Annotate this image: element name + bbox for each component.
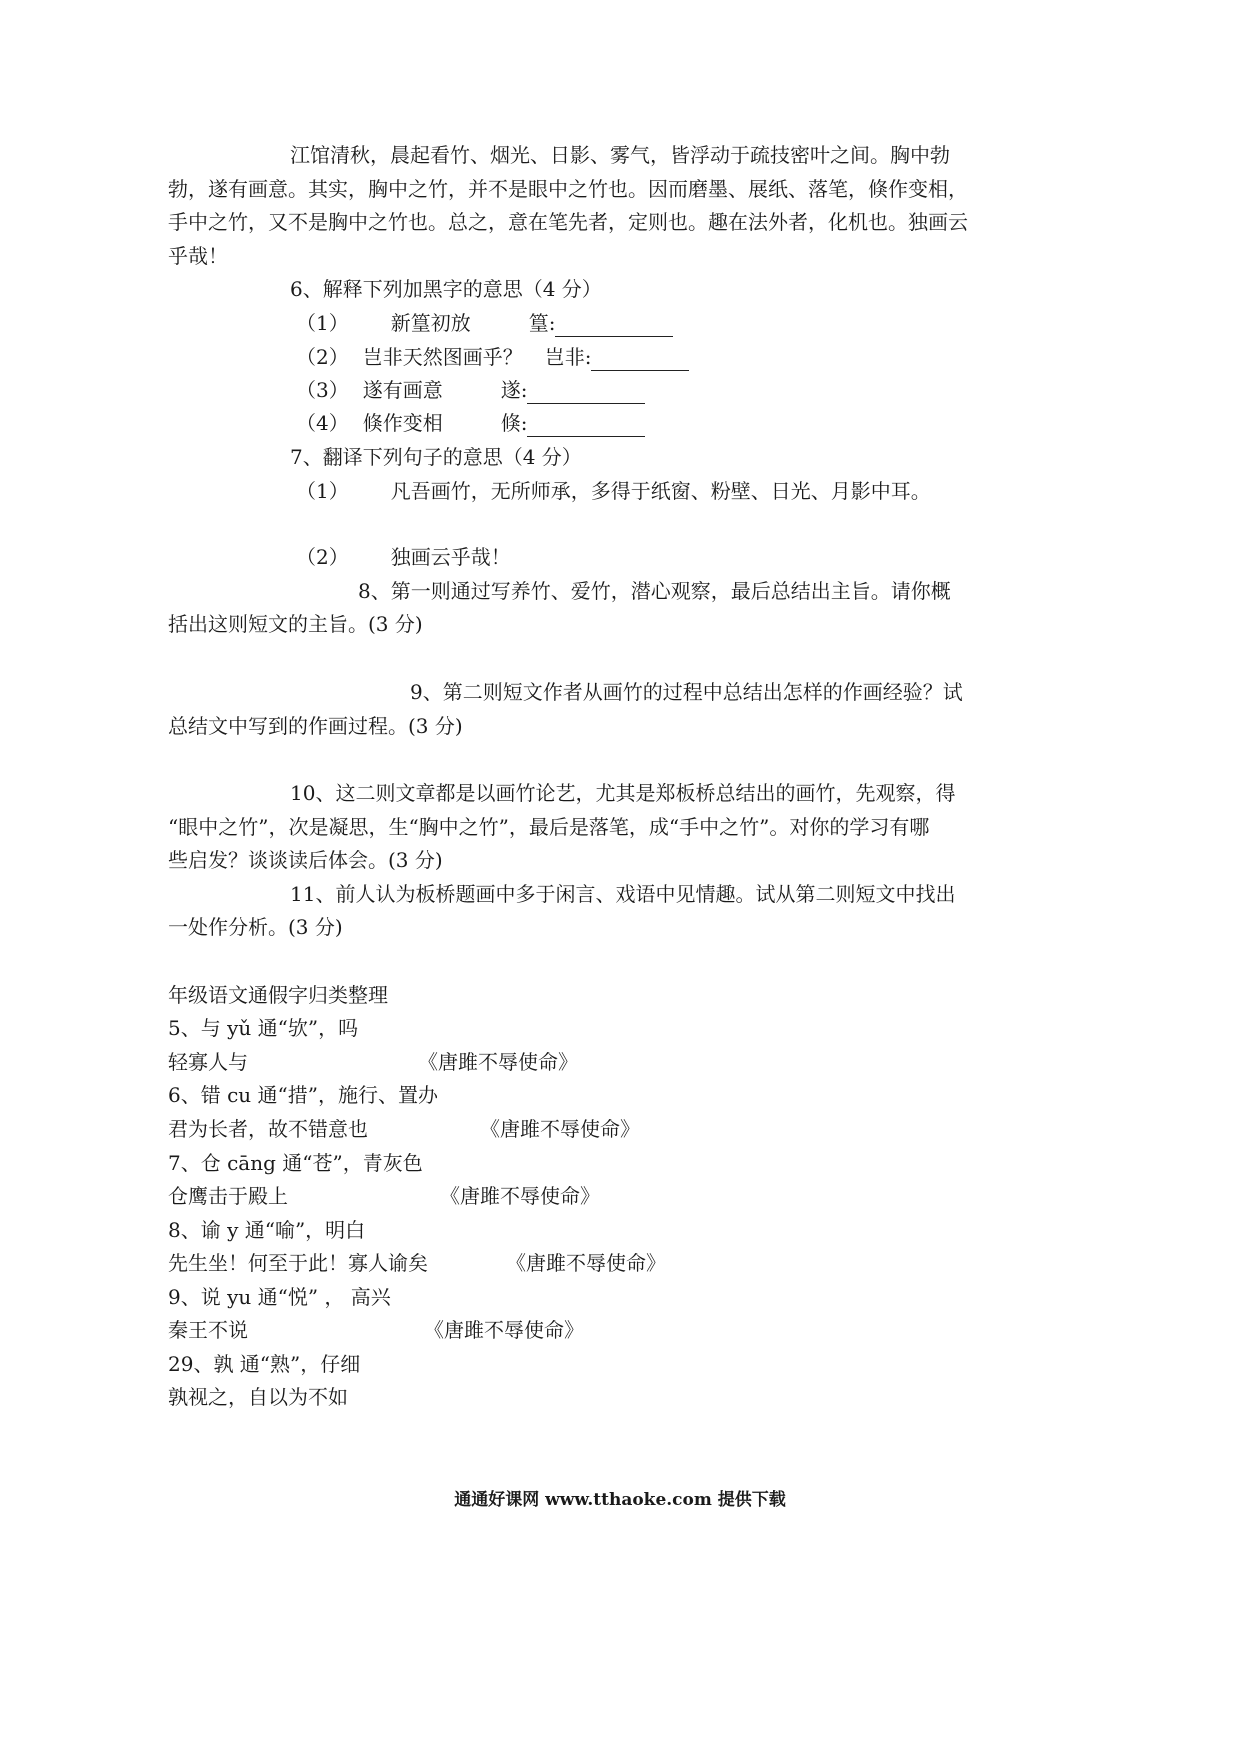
q6-item-3 [296,376,645,404]
question-10-line: 些启发？谈谈读后体会。(3 分) [168,848,443,872]
footer-credit: 通通好课网 www.tthaoke.com 提供下载 [454,1490,786,1510]
q7-item-2 [296,543,511,571]
q7-item-text: 凡吾画竹，无所师承，多得于纸窗、粉壁、日光、月影中耳。 [390,479,931,503]
appendix-entry-example: 秦王不说 [168,1318,248,1342]
passage-line: 江馆清秋，晨起看竹、烟光、日影、雾气，皆浮动于疏技密叶之间。胸中勃 [290,143,950,167]
q6-item-phrase: 岂非天然图画乎？ [362,345,523,369]
q6-item-num: （1） [296,311,349,335]
appendix-entry-example: 先生坐！何至于此！寡人谕矣 [168,1251,428,1275]
q6-item-key: 岂非: [544,345,592,369]
question-9-line: 总结文中写到的作画过程。(3 分) [168,714,463,738]
appendix-entry-head: 9、说 yu 通“悦” ， 高兴 [168,1285,391,1309]
appendix-entry-example: 君为长者，故不错意也 [168,1117,368,1141]
q7-item-num: （1） [296,479,349,503]
question-11-line: 11、前人认为板桥题画中多于闲言、戏语中见情趣。试从第二则短文中找出 [290,882,956,906]
q6-item-4 [296,409,645,437]
appendix-entry-example: 轻寡人与 [168,1050,248,1074]
question-10-line: 10、这二则文章都是以画竹论艺，尤其是郑板桥总结出的画竹，先观察，得 [290,781,956,805]
passage-line: 乎哉！ [168,244,228,268]
question-6-title: 6、解释下列加黑字的意思（4 分） [290,277,602,301]
appendix-entry-example: 仓鹰击于殿上 [168,1184,288,1208]
q6-item-num: （3） [296,378,349,402]
question-11-line: 一处作分析。(3 分) [168,915,343,939]
answer-blank[interactable] [527,381,645,404]
q6-item-key: 倏: [500,411,528,435]
passage-line: 勃，遂有画意。其实，胸中之竹，并不是眼中之竹也。因而磨墨、展纸、落笔，倏作变相， [168,177,968,201]
answer-blank[interactable] [591,348,689,371]
passage-line: 手中之竹，又不是胸中之竹也。总之，意在笔先者，定则也。趣在法外者，化机也。独画云 [168,210,968,234]
appendix-entry-source: 《唐雎不辱使命》 [418,1050,578,1074]
q6-item-key: 篁: [528,311,556,335]
q6-item-key: 遂: [500,378,528,402]
appendix-entry-head: 6、错 cu 通“措”，施行、置办 [168,1083,438,1107]
q6-item-num: （2） [296,345,349,369]
q6-item-phrase: 新篁初放 [390,311,471,335]
appendix-entry-source: 《唐雎不辱使命》 [424,1318,584,1342]
q6-item-num: （4） [296,411,349,435]
appendix-entry-source: 《唐雎不辱使命》 [480,1117,640,1141]
question-8-line: 8、第一则通过写养竹、爱竹，潜心观察，最后总结出主旨。请你概 [358,579,951,603]
appendix-entry-example: 孰视之，自以为不如 [168,1385,348,1409]
answer-blank[interactable] [527,414,645,437]
appendix-title: 年级语文通假字归类整理 [168,983,388,1007]
appendix-entry-source: 《唐雎不辱使命》 [440,1184,600,1208]
appendix-entry-head: 8、谕 y 通“喻”，明白 [168,1218,366,1242]
appendix-entry-head: 5、与 yǔ 通“欤”，吗 [168,1016,359,1040]
question-7-title: 7、翻译下列句子的意思（4 分） [290,445,582,469]
question-10-line: “眼中之竹”，次是凝思，生“胸中之竹”，最后是落笔，成“手中之竹”。对你的学习有哪 [168,815,930,839]
q6-item-1 [296,309,673,337]
q7-item-1 [296,477,931,505]
q7-item-text: 独画云乎哉！ [390,545,511,569]
appendix-entry-head: 29、孰 通“熟”，仔细 [168,1352,361,1376]
question-9-line: 9、第二则短文作者从画竹的过程中总结出怎样的作画经验？试 [410,680,963,704]
appendix-entry-head: 7、仓 cāng 通“苍”，青灰色 [168,1151,423,1175]
answer-blank[interactable] [555,314,673,337]
q6-item-2 [296,343,689,371]
q6-item-phrase: 遂有画意 [362,378,443,402]
question-8-line: 括出这则短文的主旨。(3 分) [168,612,423,636]
q7-item-num: （2） [296,545,349,569]
appendix-entry-source: 《唐雎不辱使命》 [506,1251,666,1275]
q6-item-phrase: 倏作变相 [362,411,443,435]
